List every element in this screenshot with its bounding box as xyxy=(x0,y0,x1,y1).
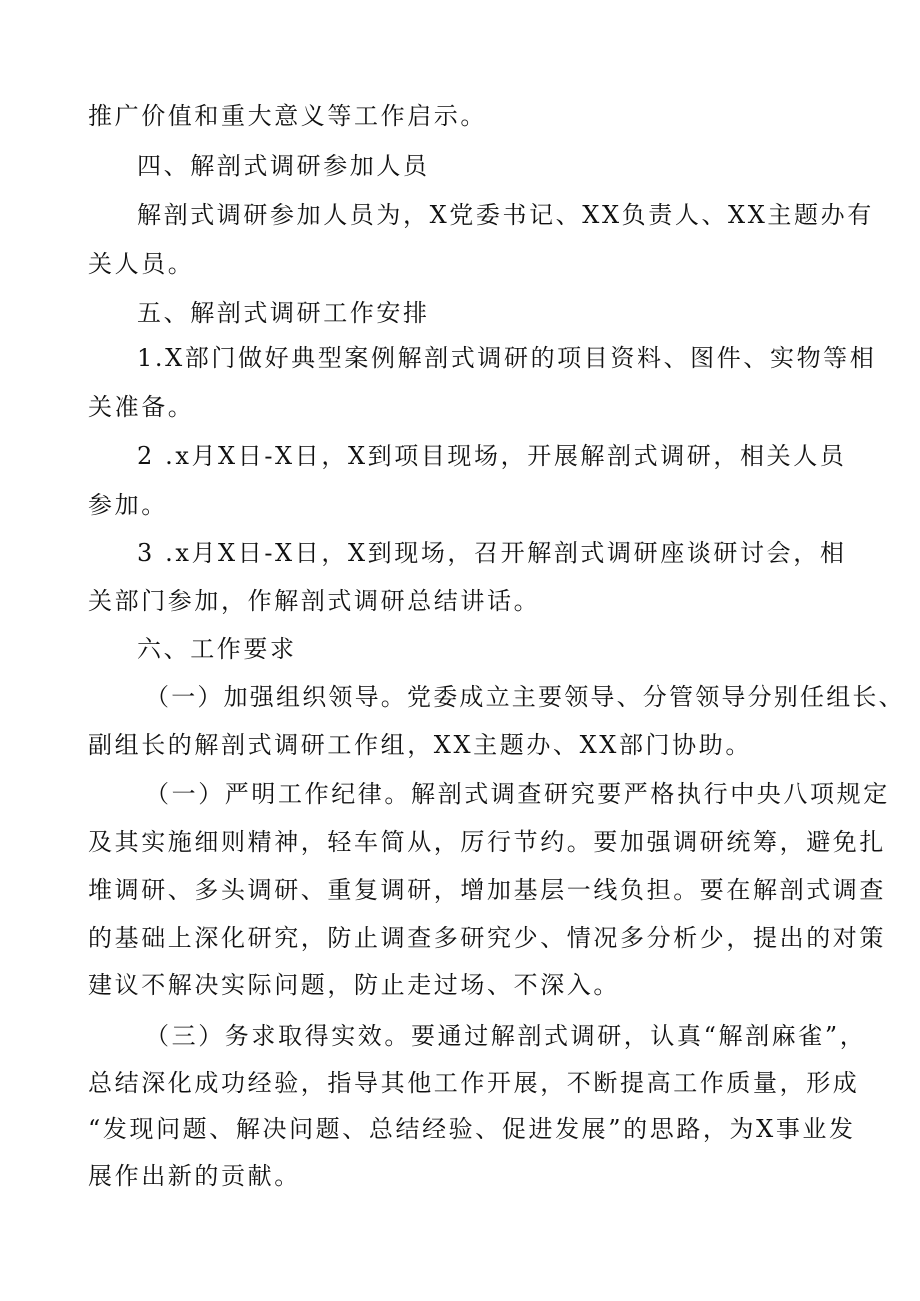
text-line: 副组长的解剖式调研工作组，XX主题办、XX部门协助。 xyxy=(88,731,752,759)
section-heading: 六、工作要求 xyxy=(137,635,297,663)
text-line: 建议不解决实际问题，防止走过场、不深入。 xyxy=(88,971,620,999)
text-line: 2 .x月X日-X日，X到项目现场，开展解剖式调研，相关人员 xyxy=(137,442,847,470)
section-heading: 五、解剖式调研工作安排 xyxy=(137,299,430,327)
text-line: 及其实施细则精神，轻车简从，厉行节约。要加强调研统筹，避免扎 xyxy=(88,828,886,856)
text-line: 展作出新的贡献。 xyxy=(88,1162,301,1190)
text-line: 关人员。 xyxy=(88,250,195,278)
text-line: “发现问题、解决问题、总结经验、促进发展”的思路，为X事业发 xyxy=(88,1115,856,1143)
text-line: （一）严明工作纪律。解剖式调查研究要严格执行中央八项规定 xyxy=(145,780,890,808)
text-line: 3 .x月X日-X日，X到现场，召开解剖式调研座谈研讨会，相 xyxy=(137,539,847,567)
text-line: 参加。 xyxy=(88,491,168,519)
text-line: 1.X部门做好典型案例解剖式调研的项目资料、图件、实物等相 xyxy=(137,344,877,372)
section-heading: 四、解剖式调研参加人员 xyxy=(137,152,430,180)
text-line: 的基础上深化研究，防止调查多研究少、情况多分析少，提出的对策 xyxy=(88,924,886,952)
text-line: 解剖式调研参加人员为，X党委书记、XX负责人、XX主题办有 xyxy=(137,201,874,229)
text-line: （三）务求取得实效。要通过解剖式调研，认真“解剖麻雀”， xyxy=(145,1022,867,1050)
text-line: 关准备。 xyxy=(88,393,195,421)
text-line: 堆调研、多头调研、重复调研，增加基层一线负担。要在解剖式调查 xyxy=(88,876,886,904)
text-line: 总结深化成功经验，指导其他工作开展，不断提高工作质量，形成 xyxy=(88,1069,860,1097)
text-line: （一）加强组织领导。党委成立主要领导、分管领导分别任组长、 xyxy=(145,683,905,711)
text-line: 推广价值和重大意义等工作启示。 xyxy=(88,102,487,130)
text-line: 关部门参加，作解剖式调研总结讲话。 xyxy=(88,587,541,615)
